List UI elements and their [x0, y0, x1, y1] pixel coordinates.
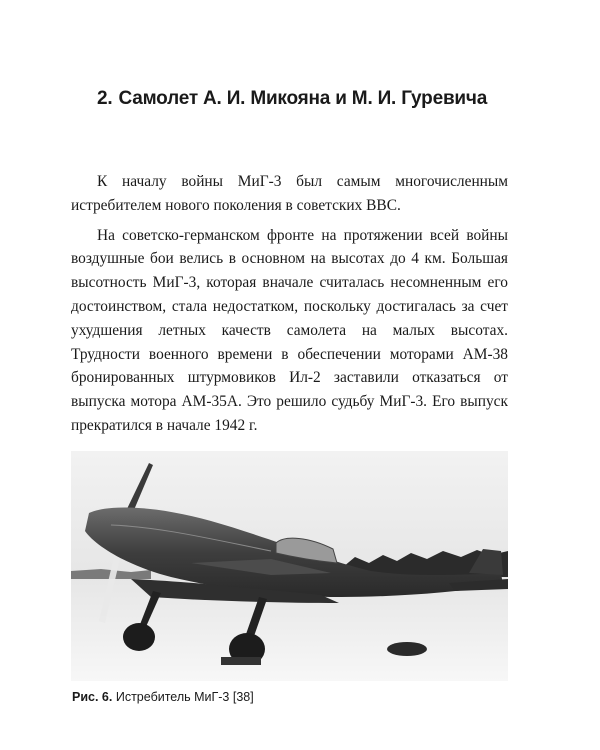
section-title: Самолет А. И. Микояна и М. И. Гуревича: [118, 88, 488, 109]
body-text: [71, 170, 508, 444]
section-number: 2.: [97, 88, 113, 109]
paragraph: К началу войны МиГ-3 был самым многочисленным истребителем нового поколения в советских ВВС.: [71, 173, 508, 214]
figure-label: Рис. 6.: [72, 690, 113, 704]
paragraph: На советско-германском фронте на протяжении всей войны воздушные бои велись в основном на высотах до 4 км. Большая высотность МиГ-3, которая вначале считалась несомненным его достоинством, стала недостатком, поскольку достигалась за счет ухудшения летных качеств самолета на малых высотах. Трудности военного времени в обеспечении моторами АМ-38 бронированных штурмовиков Ил-2 заставили отказаться от выпуска мотора АМ-35А. Это решило судьбу МиГ-3. Его выпуск прекратился в начале 1942 г.: [71, 226, 508, 434]
ground-object: [387, 642, 427, 656]
aircraft-photo: [71, 451, 508, 681]
section-heading: [97, 88, 487, 110]
wheel-chock: [221, 657, 261, 665]
figure-caption: [72, 690, 254, 704]
wheel: [123, 623, 155, 651]
figure-caption-text: Истребитель МиГ-3 [38]: [115, 690, 254, 704]
